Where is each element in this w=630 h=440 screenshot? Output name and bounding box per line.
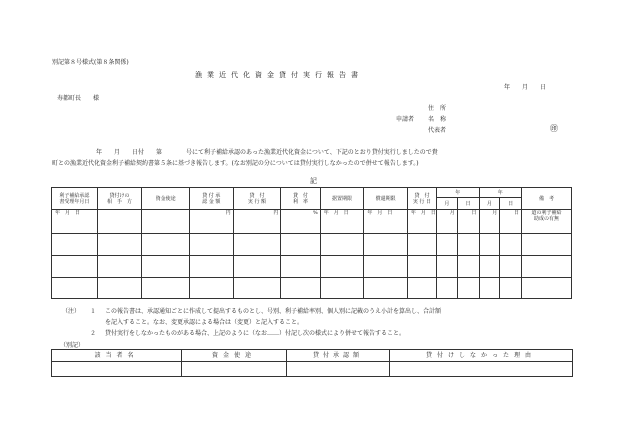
cell-approval-date[interactable]: 年 月 日 xyxy=(52,210,98,234)
header-year-b: 年 xyxy=(479,188,522,198)
name-label: 名 称 xyxy=(428,116,447,123)
body-text-line2: 町との漁業近代化資金利子補給契約書第５条に基づき報告します。(なお別記の分については貸付実行しなかったので併せて報告します。) xyxy=(52,160,419,167)
table-row xyxy=(52,234,572,256)
cell-month-a[interactable]: 月 xyxy=(436,210,457,234)
table-row xyxy=(52,278,572,299)
header-approval-date: 利子補給承認 書受理年月日 xyxy=(52,188,98,210)
header-approved-loan: 貸付承認額 xyxy=(287,350,390,362)
note2-line: 貸付実行をしなかったものがある場合、上記のように（なお……）付記し次の様式により併せて報告すること。 xyxy=(105,330,406,337)
header-month-b: 月 xyxy=(479,198,500,210)
note1-line1: この報告書は、承認通知ごとに作成して提出するものとし、号別、利子補給率別、個人別に記載のうえ小計を算出し、合計額 xyxy=(105,308,442,315)
cell-month-b[interactable]: 月 xyxy=(479,210,500,234)
note2-number: ２ xyxy=(90,330,97,337)
form-id: 別記第８号様式(第８条関係) xyxy=(52,59,129,66)
appendix-label: （別記） xyxy=(60,342,85,349)
body-text-line1: 年 月 日付 第 号にて利子補給承認のあった漁業近代化資金について、下記のとおり貸付実行しましたので貴 xyxy=(96,149,438,156)
cell-execution-date[interactable]: 年 月 日 xyxy=(407,210,436,234)
cell-day-b[interactable]: 日 xyxy=(500,210,522,234)
header-reason: 貸付けしなかった理由 xyxy=(390,350,573,362)
cell-repayment-period[interactable]: 年 月 日 xyxy=(364,210,408,234)
cell-reason[interactable] xyxy=(390,362,573,377)
notes-label: （注） xyxy=(62,308,81,315)
cell-approved-loan[interactable] xyxy=(287,362,390,377)
cell-executed-amount[interactable]: 円 xyxy=(233,210,281,234)
header-purpose: 資金使途 xyxy=(142,188,190,210)
document-title: 漁業近代化資金貸付実行報告書 xyxy=(195,71,363,79)
header-interest-rate: 貸 付 利 率 xyxy=(281,188,320,210)
note1-number: １ xyxy=(90,308,97,315)
report-table xyxy=(51,187,572,299)
table-row xyxy=(52,362,573,377)
addressee: 寿都町長 様 xyxy=(57,95,100,102)
header-repayment-period: 償還期限 xyxy=(364,188,408,210)
header-month-a: 月 xyxy=(436,198,457,210)
table-row xyxy=(52,256,572,278)
date-line: 年 月 日 xyxy=(504,84,547,91)
header-person: 該当者名 xyxy=(52,350,182,362)
note1-line2: を記入すること。なお、変更承認による場合は（変更）と記入すること。 xyxy=(105,319,304,326)
cell-note[interactable]: 道の利子補給 助成の有無 xyxy=(522,210,572,234)
cell-person[interactable] xyxy=(52,362,182,377)
header-day-a: 日 xyxy=(457,198,479,210)
header-note: 備 考 xyxy=(522,188,572,210)
appendix-table xyxy=(51,349,573,377)
header-execution-date: 貸 付 実 行 日 xyxy=(407,188,436,210)
applicant-label: 申請者 xyxy=(396,116,415,123)
cell-purpose[interactable] xyxy=(142,210,190,234)
cell-grace-period[interactable]: 年 月 日 xyxy=(320,210,364,234)
seal-mark: ㊞ xyxy=(550,124,558,133)
header-appendix-purpose: 資金使途 xyxy=(182,350,287,362)
header-approved-amount: 貸 付 承 認 金 額 xyxy=(190,188,234,210)
address-label: 住 所 xyxy=(428,105,447,112)
ki-heading: 記 xyxy=(310,177,317,185)
cell-approved-amount[interactable]: 円 xyxy=(190,210,234,234)
cell-day-a[interactable]: 日 xyxy=(457,210,479,234)
table-row xyxy=(52,210,572,234)
cell-interest-rate[interactable]: % xyxy=(281,210,320,234)
cell-borrower[interactable] xyxy=(97,210,142,234)
header-executed-amount: 貸 付 実 行 額 xyxy=(233,188,281,210)
header-grace-period: 据置期限 xyxy=(320,188,364,210)
representative-label: 代表者 xyxy=(428,127,447,134)
header-day-b: 日 xyxy=(500,198,522,210)
cell-appendix-purpose[interactable] xyxy=(182,362,287,377)
header-year-a: 年 xyxy=(436,188,479,198)
header-borrower: 貸付けの 相 手 方 xyxy=(97,188,142,210)
